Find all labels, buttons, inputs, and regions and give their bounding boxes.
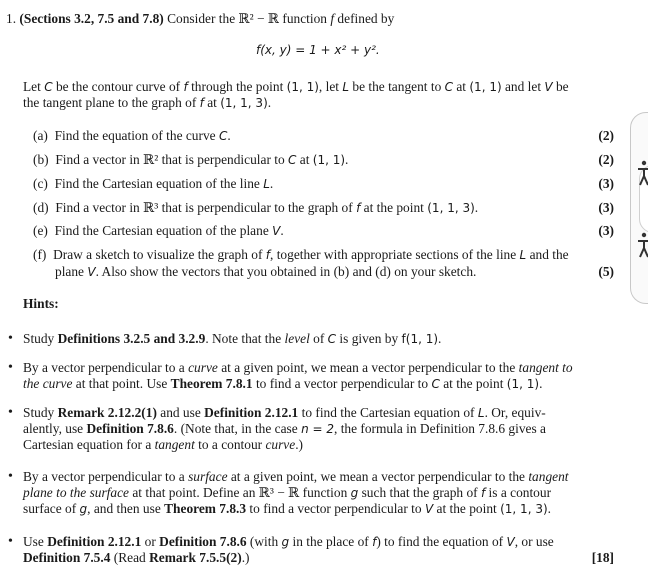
hint-5-line-1: Use Definition 2.12.1 or Definition 7.8.6 (with g in the place of f) to find the equation of V, or use xyxy=(23,534,554,549)
part-a-marks: (2) xyxy=(598,128,614,143)
hint-2-line-1: By a vector perpendicular to a curve at a given point, we mean a vector perpendicular to the tangent to xyxy=(23,360,573,375)
question-number: 1. xyxy=(6,11,17,26)
section-refs: (Sections 3.2, 7.5 and 7.8) xyxy=(19,11,164,26)
part-f-line-2: plane V. Also show the vectors that you obtained in (b) and (d) on your sketch. xyxy=(55,264,477,279)
part-d: (d) Find a vector in ℝ³ that is perpendicular to the graph of f at the point (1, 1, 3). xyxy=(33,200,479,215)
part-b-marks: (2) xyxy=(598,152,614,167)
part-f-marks: (5) xyxy=(598,264,614,279)
function-definition: f(x, y) = 1 + x² + y². xyxy=(256,43,380,57)
hint-4-line-1: By a vector perpendicular to a surface at a given point, we mean a vector perpendicular to the tangent xyxy=(23,469,569,484)
part-d-marks: (3) xyxy=(598,200,614,215)
part-b: (b) Find a vector in ℝ² that is perpendicular to C at (1, 1). xyxy=(33,152,349,167)
bullet-icon: • xyxy=(8,360,13,375)
accessibility-icon[interactable] xyxy=(637,160,648,189)
bullet-icon: • xyxy=(8,405,13,420)
hint-3-line-3: Cartesian equation for a tangent to a contour curve.) xyxy=(23,437,304,452)
setup-text-line-2: the tangent plane to the graph of f at (1, 1, 3). xyxy=(23,95,272,110)
bullet-icon: • xyxy=(8,534,13,549)
hint-4-line-3: surface of g, and then use Theorem 7.8.3 to find a vector perpendicular to V at the point (1, 1, 3). xyxy=(23,501,551,516)
question-header: 1. (Sections 3.2, 7.5 and 7.8) Consider the ℝ² − ℝ function f defined by xyxy=(6,11,395,26)
side-panel[interactable] xyxy=(630,112,648,304)
part-a: (a) Find the equation of the curve C. xyxy=(33,128,231,143)
bullet-icon: • xyxy=(8,469,13,484)
setup-text-line-1: Let C be the contour curve of f through the point (1, 1), let L be the tangent to C at (1, 1) and let V be xyxy=(23,79,569,94)
bullet-icon: • xyxy=(8,331,13,346)
part-e: (e) Find the Cartesian equation of the plane V. xyxy=(33,223,284,238)
hint-5-line-2: Definition 7.5.4 (Read Remark 7.5.5(2).) xyxy=(23,550,250,565)
part-c: (c) Find the Cartesian equation of the line L. xyxy=(33,176,274,191)
hint-4-line-2: plane to the surface at that point. Define an ℝ³ − ℝ function g such that the graph of f is a contour xyxy=(23,485,552,500)
person-icon xyxy=(637,232,648,258)
total-marks: [18] xyxy=(591,550,614,565)
hint-1: Study Definitions 3.2.5 and 3.2.9. Note that the level of C is given by f(1, 1). xyxy=(23,331,442,346)
part-f-line-1: (f) Draw a sketch to visualize the graph of f, together with appropriate sections of the line L and the xyxy=(33,247,569,262)
part-c-marks: (3) xyxy=(598,176,614,191)
hint-3-line-1: Study Remark 2.12.2(1) and use Definition 2.12.1 to find the Cartesian equation of L. Or, equiv- xyxy=(23,405,546,420)
person-icon xyxy=(637,160,648,186)
part-e-marks: (3) xyxy=(598,223,614,238)
hint-2-line-2: the curve at that point. Use Theorem 7.8.1 to find a vector perpendicular to C at the point (1, 1). xyxy=(23,376,543,391)
accessibility-icon[interactable] xyxy=(637,232,648,261)
hints-heading: Hints: xyxy=(23,296,59,311)
hint-3-line-2: alently, use Definition 7.8.6. (Note that, in the case n = 2, the formula in Definition 7.8.6 gives a xyxy=(23,421,546,436)
